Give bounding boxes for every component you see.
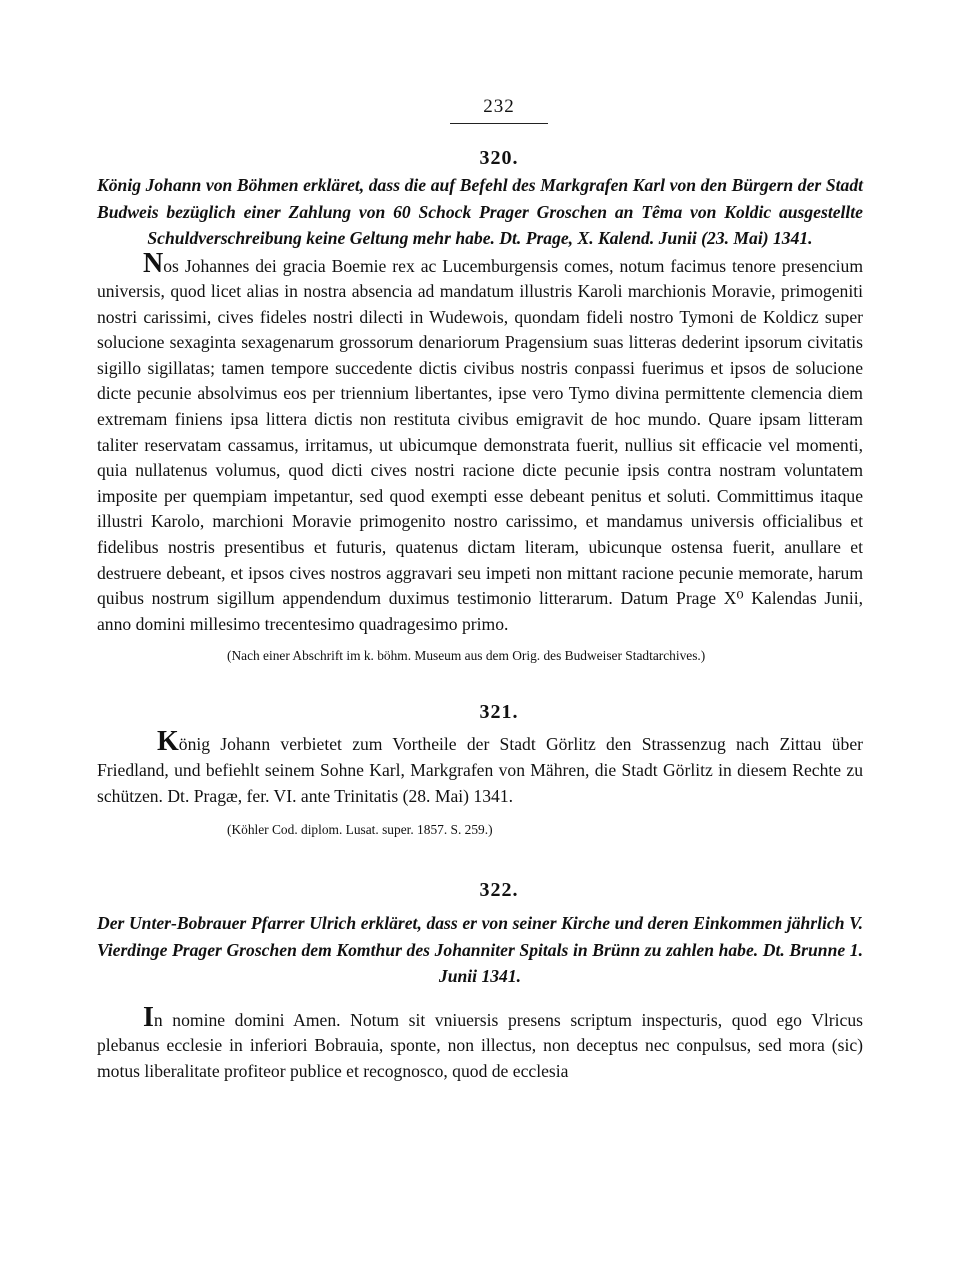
document-text <box>97 247 863 638</box>
page-number-rule <box>450 123 548 124</box>
document-regest <box>97 726 863 809</box>
document-text-body: os Johannes dei gracia Boemie rex ac Lucemburgensis comes, notum facimus tenore presencium universis, quod licet alias in nostra absencia ad mandatum illustris Karoli marchionis Moravie, primogeniti nostri carissimi, cives fideles nostri dilecti in Wudewois, quondam fideli nostro Tymoni de Koldicz super solucione sexaginta sexagenarum grossorum denariorum Pragensium suas litteras dederint ipsorum civitatis sigillo sigillatas; tamen tempore succedente dictis civibus nostris conpassi fuerimus et ipsos de solucione dicte pecunie absolvimus eos per triennium libertantes, ipse vero Tymo divina permittente clemencia diem extremam finiens ipsa littera dictis non restituta civibus emigravit de hoc mundo. Quare ipsam litteram taliter reservatam cassamus, irritamus, ut ubicumque demonstrata fuerit, nullius sit efficacie vel momenti, quia nullatenus volumus, quod dicti cives nostri racione dicte pecunie ipsis contra nostram voluntatem imposite per quempiam impetantur, sed quod exempti esse debeant penitus et soluti. Committimus itaque illustri Karolo, marchioni Moravie primogenito nostro carissimo, et mandamus universis officialibus et fidelibus nostris presentibus et futuris, quatenus dictam literam, ubicunque ostensa fuerit, anullare et destruere debeant, et ipsos cives nostros aggravari seu impeti non mittant racione pecunie memorate, harum quibus nostrum sigillum appendendum duximus testimonio litterarum. Datum Prage X⁰ Kalendas Junii, anno domini millesimo trecentesimo quadragesimo primo. <box>97 255 863 634</box>
document-text <box>97 1001 863 1085</box>
document-number: 321. <box>479 701 519 724</box>
initial-letter: I <box>143 1001 154 1033</box>
document-source: (Nach einer Abschrift im k. böhm. Museum aus dem Orig. des Budweiser Stadtarchives.) <box>227 648 706 664</box>
document-text-body: n nomine domini Amen. Notum sit vniuersis presens scriptum inspecturis, quod ego Vlricus plebanus ecclesie in inferiori Bobrauia, sponte, non illectus, non deceptus nec conpulsus, sed mora (sic) motus liberalitate profiteor publice et recognosco, quod de ecclesia <box>97 1009 863 1081</box>
document-322 <box>97 878 863 1084</box>
initial-letter: N <box>143 247 164 279</box>
document-regest: Der Unter-Bobrauer Pfarrer Ulrich erkläret, dass er von seiner Kirche und deren Einkommen jährlich V. Vierdinge Prager Groschen dem Komthur des Johanniter Spitals in Brünn zu zahlen habe. Dt. Brunne 1. Junii 1341. <box>97 913 863 987</box>
document-number: 320. <box>479 147 519 169</box>
document-regest-body: önig Johann verbietet zum Vortheile der Stadt Görlitz den Strassenzug nach Zittau über Friedland, und befiehlt seinem Sohne Karl, Markgrafen von Mähren, die Stadt Görlitz in diesem Rechte zu schützen. Dt. Pragæ, fer. VI. ante Trinitatis (28. Mai) 1341. <box>97 734 863 806</box>
document-regest: König Johann von Böhmen erkläret, dass die auf Befehl des Markgrafen Karl von den Bürgern der Stadt Budweis bezüglich einer Zahlung von 60 Schock Prager Groschen an Têma von Koldic ausgestellte Schuldverschreibung keine Geltung mehr habe. Dt. Prage, X. Kalend. Junii (23. Mai) 1341. <box>97 175 863 248</box>
document-number: 322. <box>479 879 519 902</box>
initial-letter: K <box>157 726 179 758</box>
document-page <box>97 95 863 1084</box>
document-321 <box>97 700 863 840</box>
document-320 <box>97 146 863 666</box>
page-number: 232 <box>483 96 515 117</box>
document-source: (Köhler Cod. diplom. Lusat. super. 1857. S. 259.) <box>227 822 493 838</box>
